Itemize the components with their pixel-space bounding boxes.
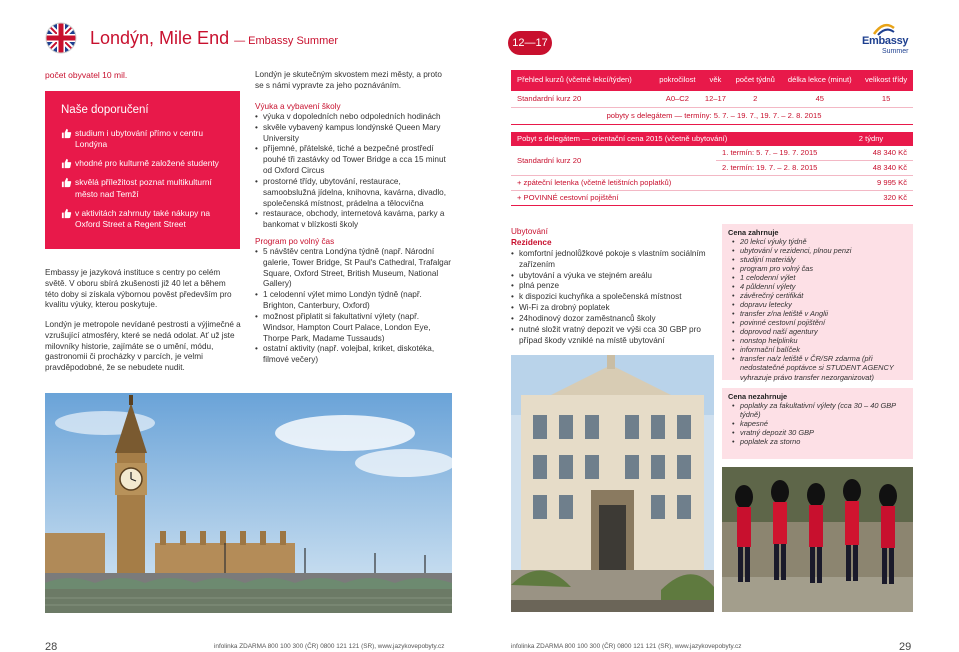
list-item: • dopravu letecky: [728, 300, 907, 309]
list-item: • ubytování a výuka ve stejném areálu: [511, 271, 711, 282]
list-item: • nonstop helplinku: [728, 336, 907, 345]
course-overview-table: [511, 70, 913, 125]
recommendations-title: Naše doporučení: [61, 104, 149, 116]
teaching-list: [255, 112, 451, 231]
table-row: [511, 108, 913, 125]
recommendations-box: [45, 91, 240, 249]
table-cell: + POVINNÉ cestovní pojištění: [511, 191, 829, 206]
table-header-row: [511, 70, 913, 91]
page-number-right: 29: [899, 641, 912, 652]
thumbs-up-icon: [61, 177, 72, 188]
list-item: • poplatky za fakultativní výlety (cca 30 – 40 GBP týdně): [728, 401, 907, 419]
list-item: • vratný depozit 30 GBP: [728, 428, 907, 437]
list-item: • komfortní jednolůžkové pokoje s vlastním sociálním zařízením: [511, 249, 711, 271]
price-includes-box: [722, 224, 913, 380]
table-cell: 12–17: [704, 94, 726, 103]
tip-item: [61, 208, 230, 230]
table-cell: Standardní kurz 20: [511, 146, 716, 176]
thumbs-up-icon: [61, 208, 72, 219]
accommodation-title: Ubytování: [511, 227, 548, 236]
table-cell: + zpáteční letenka (včetně letištních poplatků): [511, 176, 829, 191]
table-row: [511, 191, 913, 206]
col-header: 2 týdny: [829, 132, 913, 146]
list-item: • restaurace, obchody, internetová kavárna, parky a bankomat v blízkosti školy: [255, 209, 451, 231]
price-excludes-box: [722, 388, 913, 459]
table-row: [511, 91, 913, 108]
tip-item: [61, 158, 230, 169]
table-cell: A0–C2: [665, 94, 689, 103]
list-item: • ubytování v rezidenci, plnou penzi: [728, 246, 907, 255]
uk-flag-icon: [45, 22, 77, 54]
table-cell: 320 Kč: [829, 191, 913, 206]
list-item: • ostatní aktivity (např. volejbal, kriket, diskotéka, filmové večery): [255, 344, 451, 366]
list-item: • 20 lekcí výuky týdně: [728, 237, 907, 246]
list-item: • kapesné: [728, 419, 907, 428]
page-number-left: 28: [45, 641, 58, 652]
accommodation-list: [511, 249, 711, 346]
list-item: • poplatek za storno: [728, 437, 907, 446]
list-item: • prostorné třídy, ubytování, restaurace, samoobslužná jídelna, knihovna, kavárna, divadlo, společenská místnost, prádelna a tělocvična: [255, 177, 451, 209]
list-item: • 24hodinový dozor zaměstnanců školy: [511, 314, 711, 325]
table-row: [511, 146, 913, 161]
col-header: velikost třídy: [859, 70, 913, 91]
list-item: • 5 návštěv centra Londýna týdně (např. Národní galerie, Tower Bridge, St Paul's Cathedral, Trafalgar Square, Oxford Street, British Museum, National Gallery): [255, 247, 451, 290]
price-table: [511, 132, 913, 206]
list-item: • program pro volný čas: [728, 264, 907, 273]
col-header: věk: [701, 70, 730, 91]
table-row: [511, 176, 913, 191]
tip-item: [61, 177, 230, 199]
footer-info-left: infolinka ZDARMA 800 100 300 (ČR) 0800 121 121 (SR), www.jazykovepobyty.cz: [214, 643, 445, 650]
list-item: • transfer z/na letiště v Anglii: [728, 309, 907, 318]
list-item: • 4 půldenní výlety: [728, 282, 907, 291]
program-list: [255, 247, 451, 366]
list-item: • výuka v dopoledních nebo odpoledních hodinách: [255, 112, 451, 123]
list-item: • 1 celodenní výlet mimo Londýn týdně (např. Brighton, Canterbury, Oxford): [255, 290, 451, 312]
col-header: počet týdnů: [730, 70, 780, 91]
list-item: • doprovod naší agentury: [728, 327, 907, 336]
tip-item: [61, 128, 230, 150]
list-item: • informační balíček: [728, 345, 907, 354]
footer-info-right: infolinka ZDARMA 800 100 300 (ČR) 0800 121 121 (SR), www.jazykovepobyty.cz: [511, 643, 742, 650]
table-cell: 1. termín: 5. 7. – 19. 7. 2015: [716, 146, 829, 161]
tip-text: studium i ubytování přímo v centru Londýna: [75, 128, 204, 150]
title-sub: — Embassy Summer: [234, 35, 339, 47]
teaching-heading: Výuka a vybavení školy: [255, 102, 341, 111]
page-title: [90, 27, 338, 51]
table-cell: 2. termín: 19. 7. – 2. 8. 2015: [716, 161, 829, 176]
logo-name: Embassy: [862, 35, 909, 47]
list-item: • příjemné, přátelské, tiché a bezpečné prostředí pouhé tři zastávky od Tower Bridge a cca 15 minut od Oxford Circus: [255, 144, 451, 176]
includes-title: Cena zahrnuje: [728, 228, 779, 237]
westminster-photo: [45, 393, 452, 613]
logo-sub: Summer: [882, 48, 909, 55]
col-header: délka lekce (minut): [780, 70, 859, 91]
royal-guards-photo: [722, 467, 913, 612]
list-item: • nutné složit vratný depozit ve výši cca 30 GBP pro případ škody vzniklé na místě ubytování: [511, 325, 711, 347]
table-cell: 48 340 Kč: [829, 161, 913, 176]
table-cell: 45: [815, 94, 825, 103]
tip-text: vhodné pro kulturně založené studenty: [75, 158, 219, 169]
intro-paragraph: Embassy je jazyková instituce s centry po celém světě. V oboru sbírá zkušenosti již 40 let a během této doby si získala výbornou pověst především pro kvalitu výuky, kterou poskytuje.: [45, 268, 232, 310]
list-item: • plná penze: [511, 281, 711, 292]
population: počet obyvatel 10 mil.: [45, 70, 128, 80]
list-item: • 1 celodenní výlet: [728, 273, 907, 282]
thumbs-up-icon: [61, 128, 72, 139]
thumbs-up-icon: [61, 158, 72, 169]
middle-intro: Londýn je skutečným skvostem mezi městy, a proto se s námi vypravte za jeho poznáváním.: [255, 70, 442, 90]
school-building-photo: [511, 355, 714, 612]
age-badge: 12—17: [508, 31, 552, 55]
table-cell: 2: [753, 94, 758, 103]
table-cell: 9 995 Kč: [829, 176, 913, 191]
accommodation-subtitle: Rezidence: [511, 237, 552, 247]
list-item: • závěrečný certifikát: [728, 291, 907, 300]
program-heading: Program po volný čas: [255, 237, 335, 246]
table-cell: Standardní kurz 20: [517, 94, 582, 103]
intro-paragraph: Londýn je metropole nevídané pestrosti a výjimečné a vzrušující atmosféry, které se nedá odolat. Ať už jste milovníky historie, zajímáte se o umění, módu, gastronomii či procházky v parcích, je velmi pravděpodobné, že se nebudete nudit.: [45, 320, 241, 373]
accommodation-heading: [511, 227, 552, 249]
table-cell: 15: [881, 94, 891, 103]
list-item: • skvěle vybavený kampus londýnské Queen Mary University: [255, 123, 451, 145]
col-header: pokročilost: [654, 70, 701, 91]
list-item: • k dispozici kuchyňka a společenská místnost: [511, 292, 711, 303]
excludes-title: Cena nezahrnuje: [728, 392, 788, 401]
tip-text: skvělá příležitost poznat multikulturní město nad Temží: [75, 177, 212, 199]
table-cell: 48 340 Kč: [829, 146, 913, 161]
list-item: • transfer na/z letiště v ČR/SR zdarma (při nedostatečné poptávce si STUDENT AGENCY vyhrazuje právo transfer nezorganizovat): [728, 354, 907, 381]
embassy-logo: [862, 22, 922, 62]
list-item: • povinné cestovní pojištění: [728, 318, 907, 327]
terms-cell: pobyty s delegátem — termíny: 5. 7. – 19. 7., 19. 7. – 2. 8. 2015: [511, 108, 913, 125]
list-item: • možnost připlatit si fakultativní výlety (např. Windsor, Hampton Court Palace, London Eye, Thorpe Park, Madame Tussauds): [255, 312, 451, 344]
tip-text: v aktivitách zahrnuty také nákupy na Oxford Street a Regent Street: [75, 207, 211, 229]
col-header: Pobyt s delegátem — orientační cena 2015 (včetně ubytování): [511, 132, 829, 146]
title-main: Londýn, Mile End: [90, 28, 230, 48]
table-header-row: [511, 132, 913, 146]
list-item: • Wi-Fi za drobný poplatek: [511, 303, 711, 314]
list-item: • studijní materiály: [728, 255, 907, 264]
col-header: Přehled kurzů (včetně lekcí/týden): [511, 70, 654, 91]
